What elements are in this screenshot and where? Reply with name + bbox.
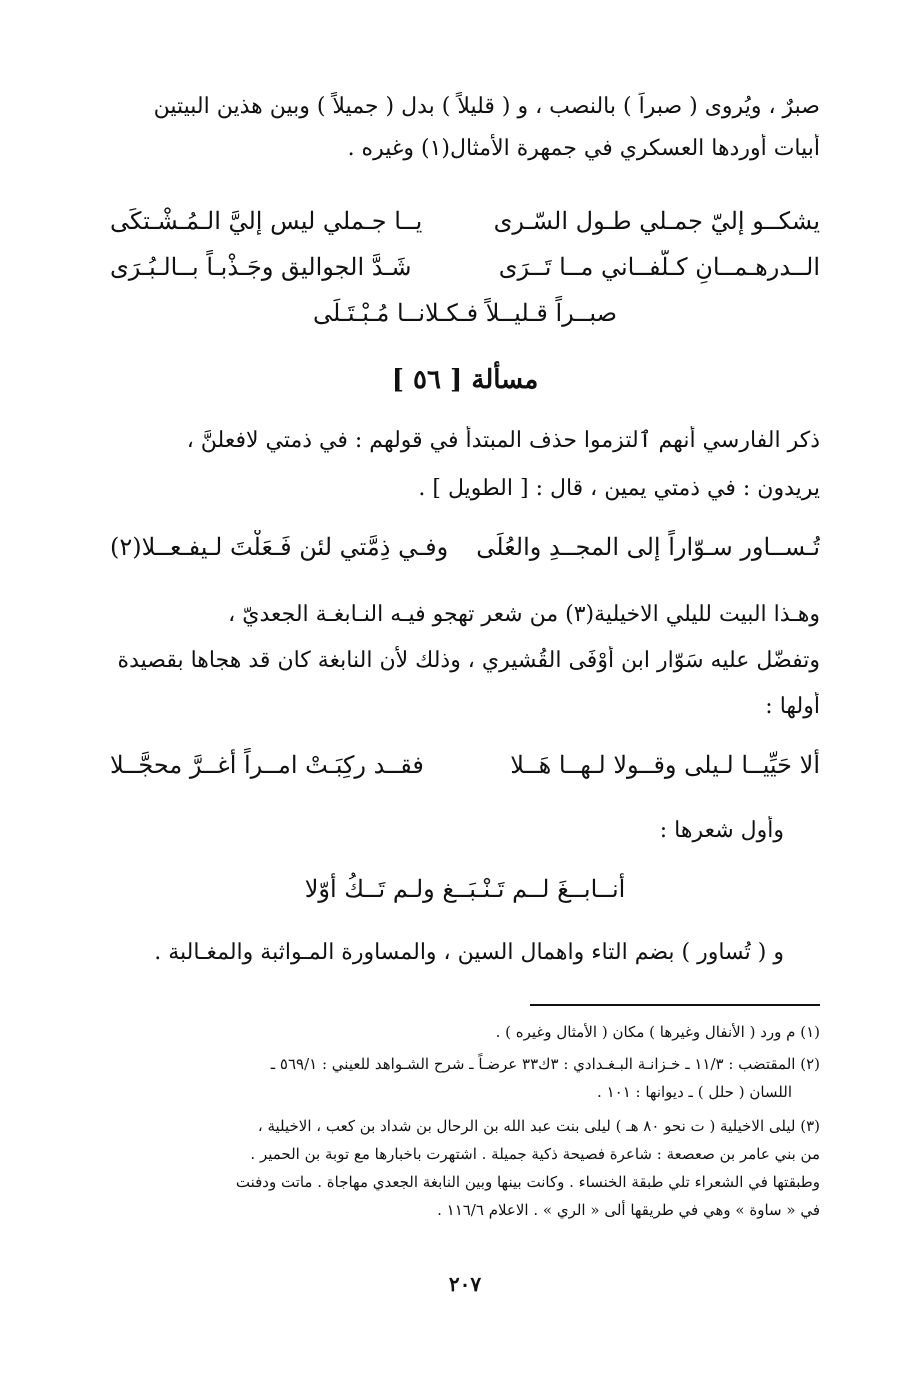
verse-single-1: صبــراً قـليــلاً فـكـلانــا مُـبْـتَـلَى [312,299,618,327]
para1-line-1: ذكر الفارسي أنهم ٱلتزموا حذف المبتدأ في قولهم : في ذمتي لافعلنَّ ، [186,428,820,453]
intro-line-1: صبرٌ ، ويُروى ( صبراً ) بالنصب ، و ( قليلاً ) بدل ( جميلاً ) وبين هذين البيتين [153,94,820,119]
verse-3-second-hemistich: وفـي ذِمَّتي لئن فَـعَلْتَ لـيفـعــلا(٢) [110,533,449,561]
footnote-3-line-3: وطبقتها في الشعراء تلي طبقة الخنساء . وكانت بينها وبين النابغة الجعدي مهاجاة . ماتت ودفنت [235,1173,820,1191]
verse-row-2 [110,250,820,284]
verse-2-first-hemistich: الــدرهـمــانِ كـلّفــاني مــا تَــرَى [498,253,820,281]
section-heading: مسألة [ ٥٦ ] [391,365,539,395]
verse-3-first-hemistich: تُـســاور سـوّاراً إلى المجــدِ والعُلَى [476,533,820,561]
footnote-separator [530,1004,820,1006]
verse-1-first-hemistich: يشكــو إليّ جمـلي طـول السّـرى [493,207,820,235]
footnote-3-line-4: في « ساوة » وهي في طريقها ألى « الري » . الاعلام ١١٦/٦ . [437,1201,820,1219]
para1-line-2: يريدون : في ذمتي يمين ، قال : [ الطويل ] . [418,476,820,501]
para2-line-3: أولها : [765,694,820,719]
page-number: ٢٠٧ [448,1272,482,1296]
verse-row-4 [110,748,820,782]
para2-line-2: وتفضّل عليه سَوّار ابن أوْفَى القُشيري ، وذلك لأن النابغة كان قد هجاها بقصيدة [117,648,820,673]
para4: و ( تُساور ) بضم التاء واهمال السين ، والمساورة المـواثبة والمغـالبة . [154,940,784,965]
verse-1-second-hemistich: يــا جـملي ليس إليَّ الـمُـشْـتكَى [110,207,423,235]
verse-row-1 [110,204,820,238]
footnote-2-line-2: اللسان ( حلل ) ـ ديوانها : ١٠١ . [597,1083,792,1101]
verse-row-3 [110,530,820,564]
verse-4-first-hemistich: ألا حَيِّيــا لـيلى وقــولا لـهــا هَــلا [510,751,820,779]
verse-2-second-hemistich: شَـدَّ الجواليق وجَـذْبـاً بــالـبُـرَى [110,253,412,281]
intro-line-2: أبيات أوردها العسكري في جمهرة الأمثال(١) وغيره . [347,136,820,161]
book-page [110,92,820,1322]
footnote-1: (١) م ورد ( الأنفال وغيرها ) مكان ( الأمثال وغيره ) . [495,1023,820,1041]
verse-4-second-hemistich: فقــد ركِبَـتْ امــراً أغــرَّ محجَّــلا [110,751,424,779]
verse-single-2: أنــابــغَ لــم تَـنْـبَــغ ولـم تَــكُ أوّلا [304,875,626,903]
para3: وأول شعرها : [659,818,784,843]
para2-line-1: وهـذا البيت لليلي الاخيلية(٣) من شعر تهجو فيـه النـابغـة الجعديّ ، [228,602,820,627]
footnote-3-line-2: من بني عامر بن صعصعة : شاعرة فصيحة ذكية جميلة . اشتهرت باخبارها مع توبة بن الحمير . [250,1145,820,1163]
footnote-3-line-1: (٣) ليلى الاخيلية ( ت نحو ٨٠ هـ ) ليلى بنت عبد الله بن الرحال بن شداد بن كعب ، الاخيلية ، [257,1117,820,1135]
footnote-2-line-1: (٢) المقتضب : ١١/٣ ـ خـزانـة البـغـدادي : ٣ك٣٣ عرضـاً ـ شرح الشـواهد للعيني : ٥٦٩/١ ـ [270,1055,820,1073]
